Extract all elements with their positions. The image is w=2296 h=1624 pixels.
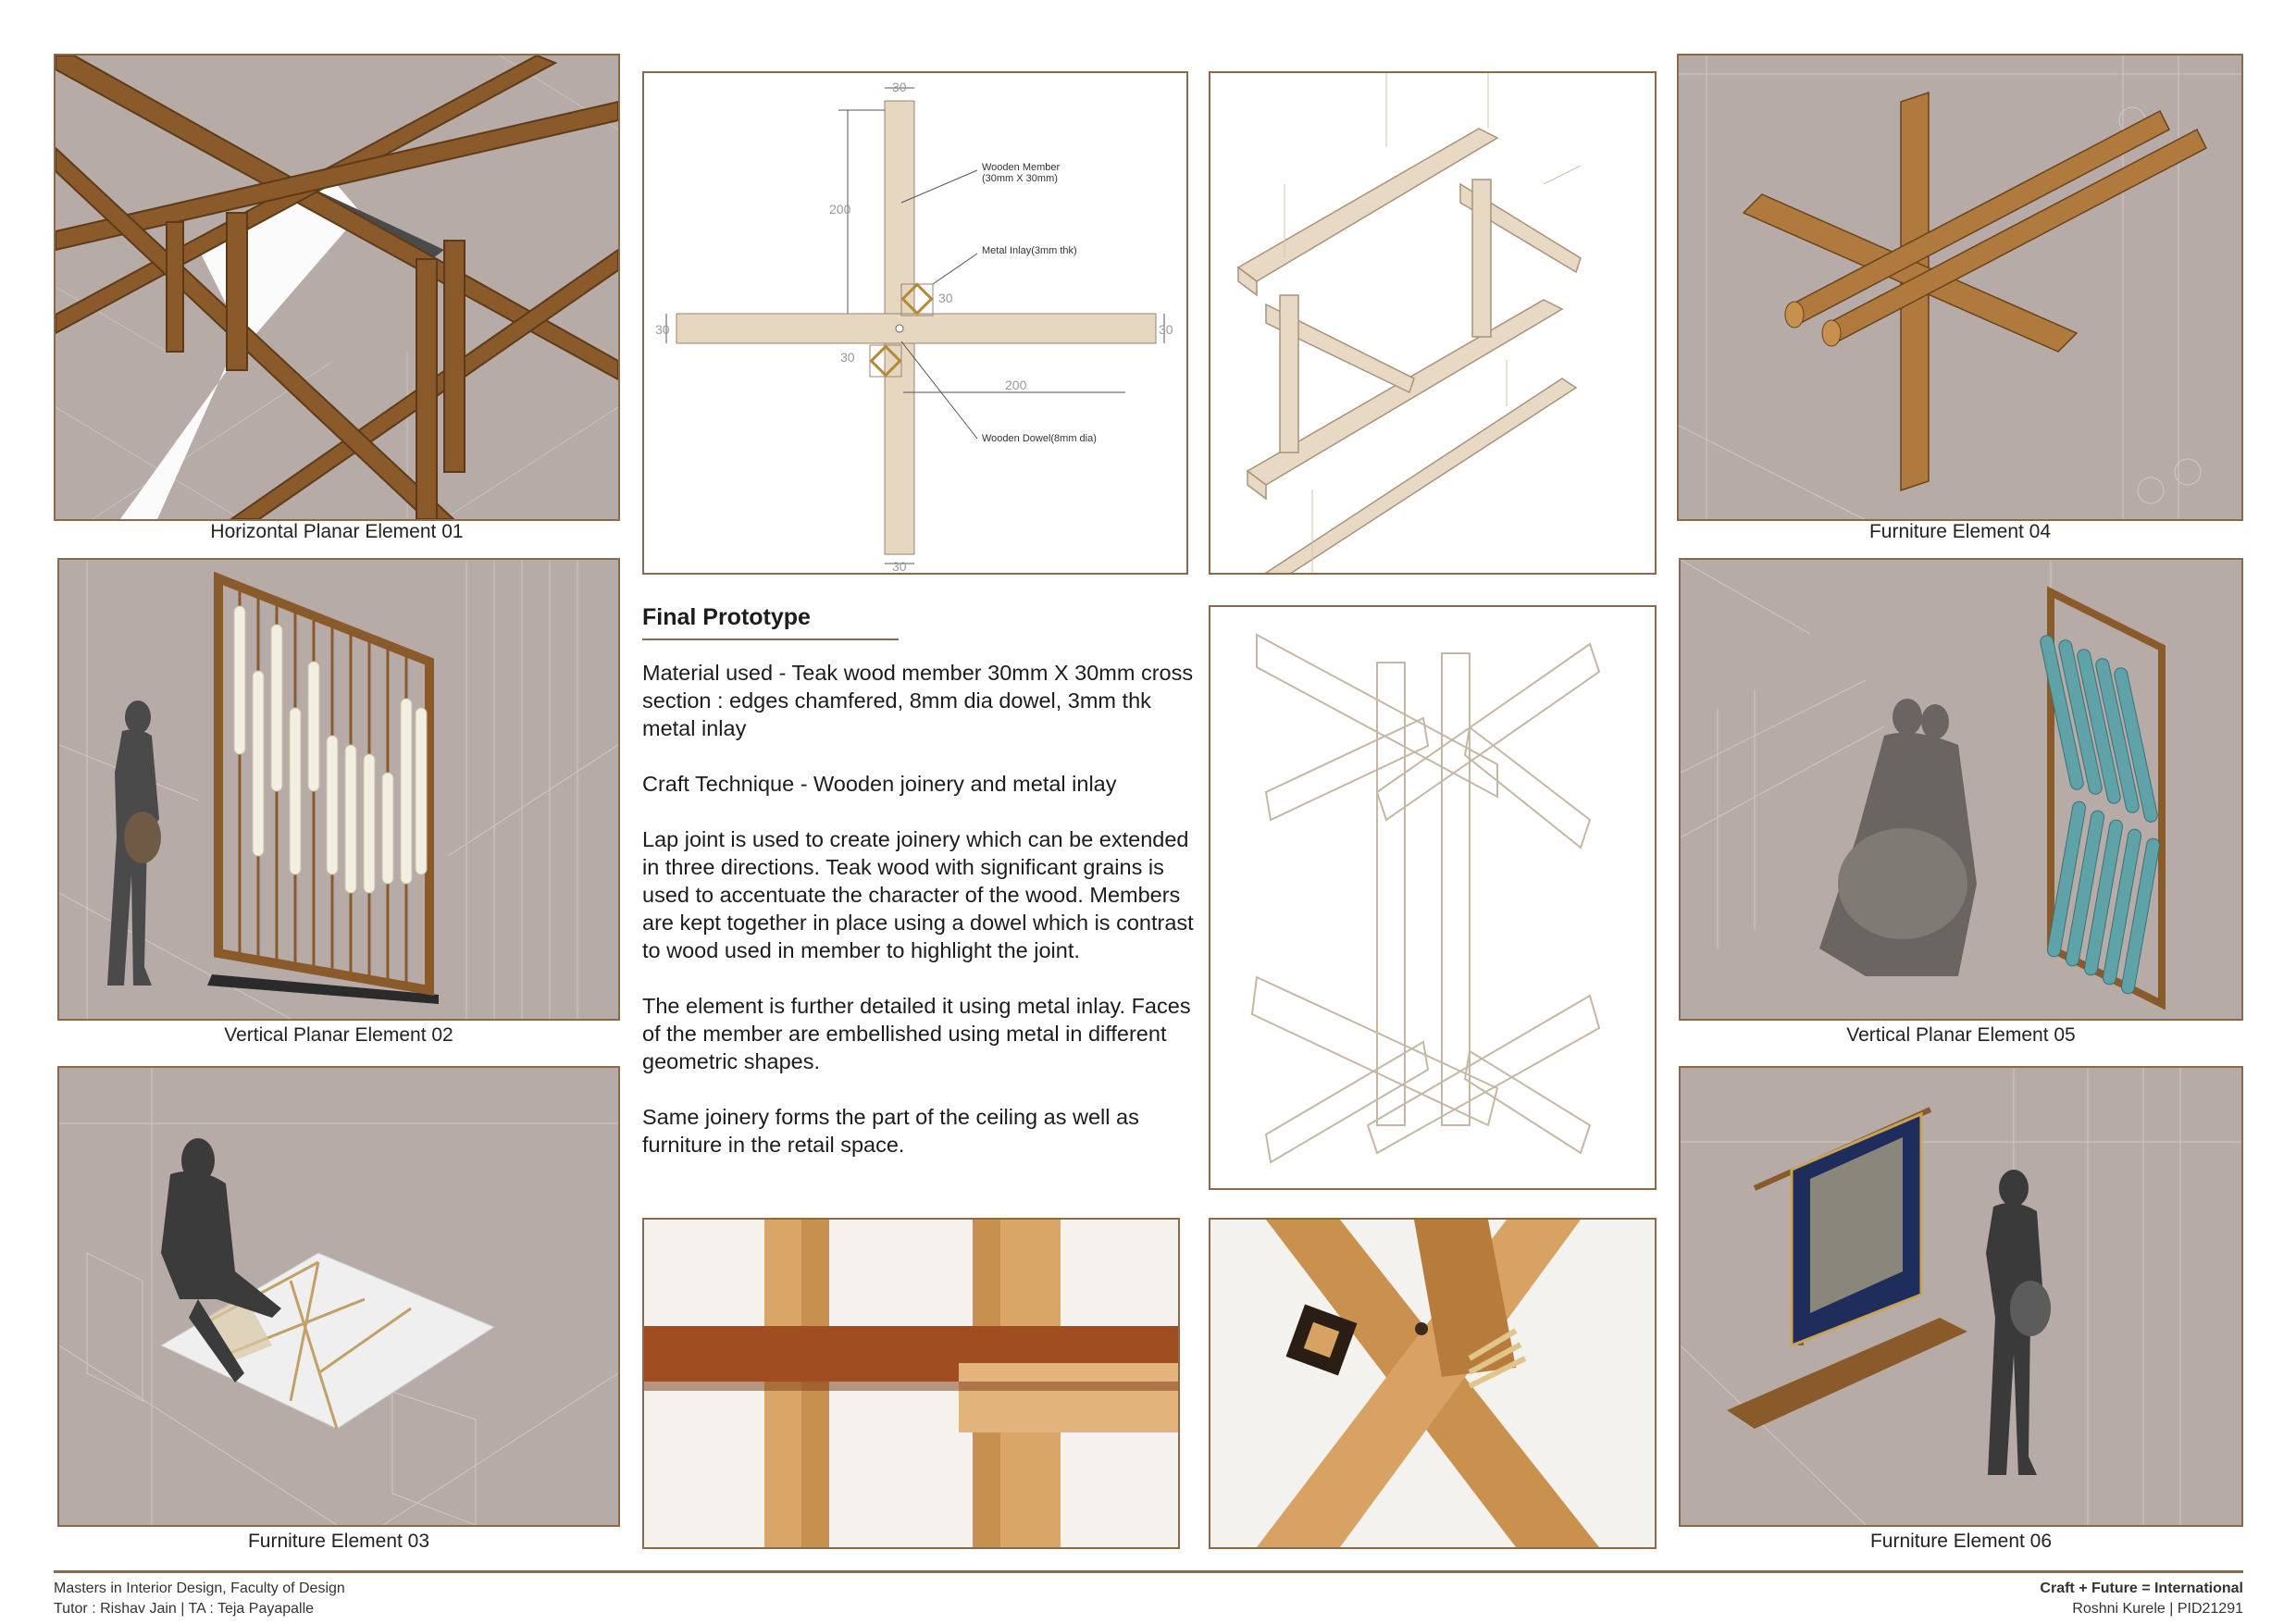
walking-people-silhouette bbox=[1819, 699, 1977, 976]
caption-vertical-planar-02: Vertical Planar Element 02 bbox=[224, 1024, 453, 1046]
panel-joinery-drawing bbox=[642, 71, 1188, 575]
caption-horizontal-planar-01: Horizontal Planar Element 01 bbox=[210, 521, 464, 542]
panel-outline-assembly bbox=[1209, 605, 1657, 1190]
furniture-06-illustration bbox=[1681, 1068, 2241, 1525]
label-wooden-member: Wooden Member bbox=[982, 162, 1061, 173]
person-silhouette bbox=[107, 700, 161, 986]
caption-furniture-03: Furniture Element 03 bbox=[247, 1531, 430, 1552]
footer-right bbox=[2040, 1579, 2243, 1619]
exploded-joinery-illustration bbox=[1210, 73, 1655, 573]
furniture-03-illustration bbox=[59, 1068, 618, 1525]
dim-vertical-200: 200 bbox=[829, 202, 851, 217]
panel-vertical-planar-05 bbox=[1679, 558, 2243, 1021]
footer-tutor: Tutor : Rishav Jain | TA : Teja Payapalle bbox=[54, 1601, 315, 1617]
dim-horizontal-200: 200 bbox=[1005, 378, 1027, 392]
prototype-metal-inlay: The element is further detailed it using metal inlay. Faces of the member are embellished using metal in different geometric shapes. bbox=[642, 994, 1191, 1073]
label-wooden-dowel: Wooden Dowel(8mm dia) bbox=[982, 433, 1097, 444]
panel-vertical-planar-02 bbox=[57, 558, 620, 1021]
dim-right-30: 30 bbox=[1159, 322, 1173, 337]
heading-underline bbox=[642, 638, 899, 640]
footer-student: Roshni Kurele | PID21291 bbox=[2072, 1601, 2243, 1617]
panel-exploded-joinery bbox=[1209, 71, 1657, 575]
footer-divider bbox=[54, 1570, 2243, 1573]
label-wooden-member-size: (30mm X 30mm) bbox=[982, 173, 1058, 184]
prototype-usage: Same joinery forms the part of the ceiling as well as furniture in the retail space. bbox=[642, 1105, 1139, 1157]
outline-assembly-illustration bbox=[1210, 607, 1655, 1188]
vertical-planar-05-illustration bbox=[1681, 560, 2241, 1019]
caption-furniture-06: Furniture Element 06 bbox=[1869, 1531, 2053, 1552]
horizontal-planar-illustration bbox=[56, 56, 618, 519]
footer-left bbox=[54, 1579, 345, 1619]
prototype-technique: Craft Technique - Wooden joinery and metal inlay bbox=[642, 772, 1117, 796]
footer-project-title: Craft + Future = International bbox=[2040, 1581, 2243, 1596]
label-metal-inlay: Metal Inlay(3mm thk) bbox=[982, 245, 1077, 256]
wood-joint-photo bbox=[644, 1220, 1178, 1547]
furniture-04-illustration bbox=[1679, 56, 2241, 519]
dim-inlay-30: 30 bbox=[938, 291, 953, 305]
caption-vertical-planar-05: Vertical Planar Element 05 bbox=[1846, 1024, 2076, 1046]
panel-photo-joint-side bbox=[642, 1218, 1180, 1549]
panel-furniture-06 bbox=[1679, 1066, 2243, 1527]
metal-inlay-photo bbox=[1210, 1220, 1655, 1547]
prototype-heading: Final Prototype bbox=[642, 604, 811, 630]
prototype-lap-joint: Lap joint is used to create joinery which can be extended in three directions. Teak wood with significant grains is used to accentuate the character of the wood. Members are kept together in place using a dowel which is contrast to wood used in member to highlight the joint. bbox=[642, 827, 1194, 962]
dim-top-30: 30 bbox=[892, 80, 907, 94]
vertical-planar-illustration bbox=[59, 560, 618, 1019]
prototype-description bbox=[642, 603, 1198, 1186]
panel-furniture-04 bbox=[1677, 54, 2243, 521]
standing-person-silhouette bbox=[1986, 1170, 2051, 1475]
dim-lower-30: 30 bbox=[840, 350, 855, 365]
panel-photo-joint-inlay bbox=[1209, 1218, 1657, 1549]
footer-program: Masters in Interior Design, Faculty of Design bbox=[54, 1581, 345, 1596]
joinery-technical-drawing bbox=[644, 73, 1186, 573]
panel-furniture-03 bbox=[57, 1066, 620, 1527]
panel-horizontal-planar-01 bbox=[54, 54, 620, 521]
prototype-material: Material used - Teak wood member 30mm X 30mm cross section : edges chamfered, 8mm dia dowel, 3mm thk metal inlay bbox=[642, 661, 1194, 740]
dim-left-30: 30 bbox=[655, 322, 670, 337]
dim-bottom-30: 30 bbox=[892, 559, 907, 573]
caption-furniture-04: Furniture Element 04 bbox=[1868, 521, 2052, 542]
